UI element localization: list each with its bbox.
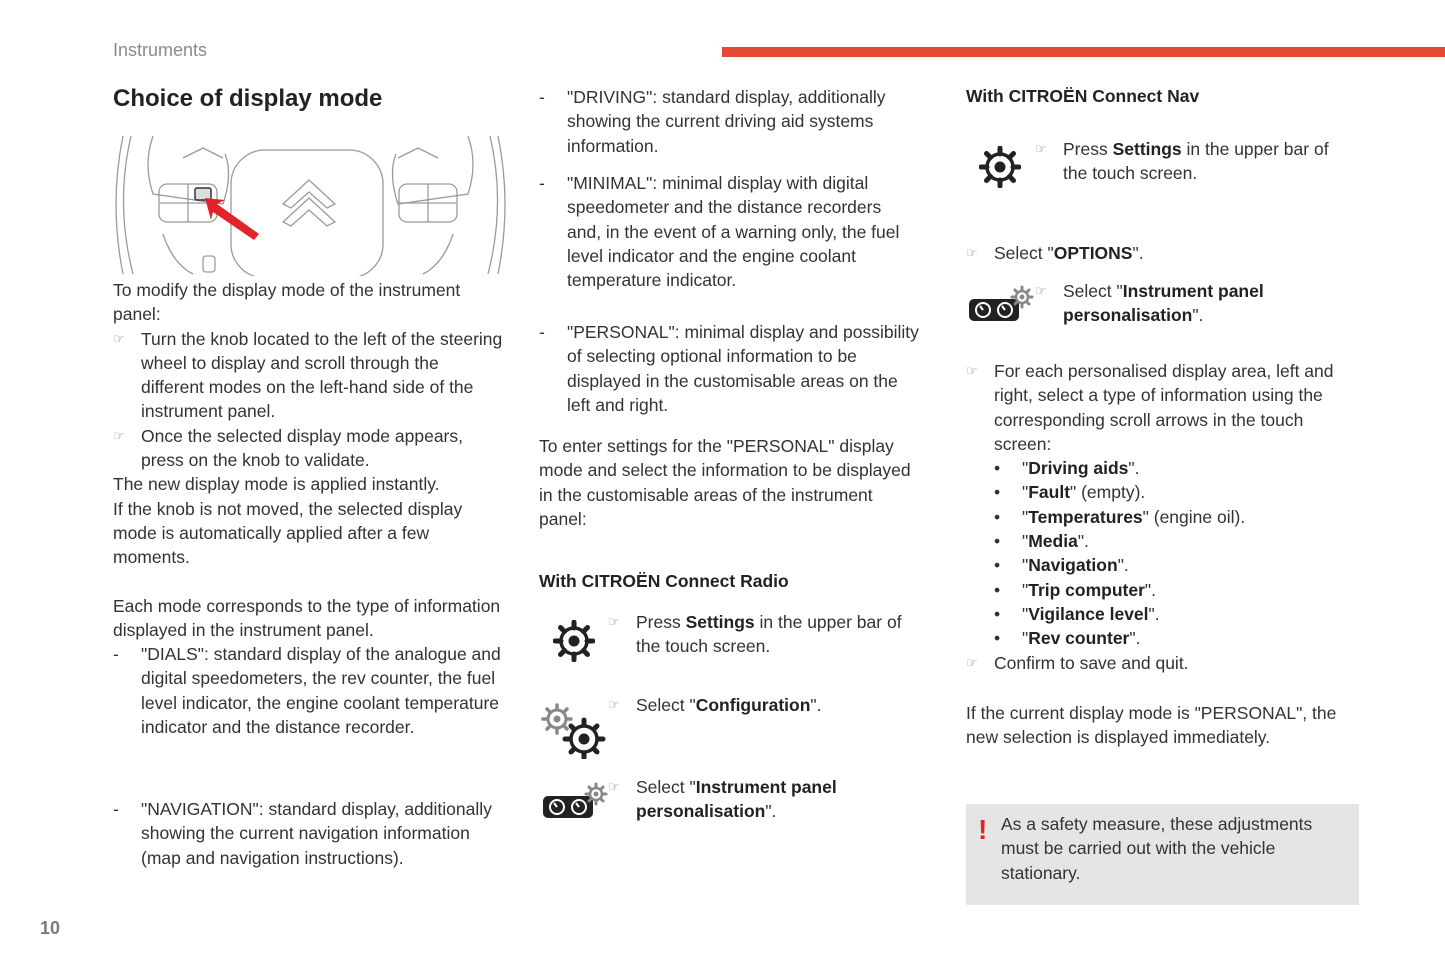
- list-item: • "Navigation".: [994, 555, 1129, 576]
- auto-apply-text: If the knob is not moved, the selected display mode is automatically applied after a few moments.: [113, 498, 463, 568]
- hand-pointer-icon: ☞: [608, 614, 620, 629]
- hand-pointer-icon: ☞: [113, 330, 125, 346]
- for-each-step: [966, 359, 1361, 456]
- hand-pointer-icon: ☞: [966, 363, 978, 378]
- col3-list-block: [966, 359, 1361, 675]
- configuration-gears-icon: [541, 703, 607, 759]
- mode-navigation-text: "NAVIGATION": standard display, additionally showing the current navigation information (map and navigation instructions).: [141, 799, 492, 868]
- radio-heading: With CITROËN Connect Radio: [539, 571, 789, 591]
- nav-step-settings: ☞ Press Settings in the upper bar of the touch screen.: [1035, 139, 1329, 184]
- page-number: 10: [40, 918, 61, 938]
- mode-personal: - "PERSONAL": minimal display and possibility of selecting optional information to be displayed in the customisable areas on the left and right.: [539, 322, 919, 415]
- page-title: Choice of display mode: [113, 85, 383, 112]
- step-turn-knob-text: Turn the knob located to the left of the steering wheel to display and scroll through the different modes on the left-hand side of the instrument panel.: [141, 328, 503, 422]
- list-item: • "Temperatures" (engine oil).: [994, 506, 1246, 527]
- warning-icon: !: [978, 814, 988, 845]
- hand-pointer-icon: ☞: [113, 427, 125, 443]
- mode-dials: - "DIALS": standard display of the analogue and digital speedometers, the rev counter, the fuel level indicator, the engine coolant temperature indicator and the distance recorder.: [113, 644, 501, 738]
- instrument-panel-icon: [967, 285, 1035, 323]
- hand-pointer-icon: ☞: [1035, 141, 1047, 156]
- if-personal-text: If the current display mode is "PERSONAL", the new selection is displayed immediately.: [966, 703, 1337, 748]
- instrument-panel-label: Instrument panel personalisation: [1063, 281, 1264, 326]
- list-item: • "Driving aids".: [994, 458, 1140, 479]
- confirm-text: Confirm to save and quit.: [994, 652, 1189, 673]
- applied-text: The new display mode is applied instantly.: [113, 474, 440, 495]
- list-item: • "Fault" (empty).: [994, 482, 1146, 503]
- step-press-knob: [113, 424, 503, 473]
- modes-intro-text: Each mode corresponds to the type of information displayed in the instrument panel.: [113, 595, 501, 640]
- col1-text: [113, 278, 503, 739]
- list-item: • "Media".: [994, 531, 1089, 552]
- step-turn-knob: [113, 327, 503, 424]
- mode-minimal: - "MINIMAL": minimal display with digital speedometer and the distance recorders and, in the event of a warning only, the fuel level indicator and the engine coolant temperature indicator.: [539, 173, 900, 291]
- instrument-panel-label: Instrument panel personalisation: [636, 777, 837, 822]
- step-press-knob-text: Once the selected display mode appears, press on the knob to validate.: [141, 425, 463, 471]
- list-item: • "Trip computer".: [994, 579, 1156, 600]
- section-label: Instruments: [113, 40, 208, 60]
- list-item: • "Vigilance level".: [994, 603, 1160, 624]
- settings-gear-icon: [553, 620, 595, 662]
- hand-pointer-icon: ☞: [966, 245, 978, 260]
- mode-navigation: - "NAVIGATION": standard display, additionally showing the current navigation information (map and navigation instructions).: [113, 799, 492, 868]
- list-item: • "Rev counter".: [994, 628, 1141, 649]
- mode-minimal-text: "MINIMAL": minimal display with digital speedometer and the distance recorders and, in the event of a warning only, the fuel level indicator and the engine coolant temperature indicator.: [567, 173, 900, 291]
- mode-driving: - "DRIVING": standard display, additionally showing the current driving aid systems information.: [539, 87, 886, 156]
- safety-note: [966, 804, 1359, 905]
- hand-pointer-icon: ☞: [608, 697, 620, 712]
- nav-heading: With CITROËN Connect Nav: [966, 86, 1200, 106]
- header-accent-bar: [722, 47, 1445, 57]
- enter-settings-text: To enter settings for the "PERSONAL" display mode and select the information to be displayed in the customisable areas of the instrument panel:: [539, 436, 911, 529]
- nav-step-options: ☞ Select "OPTIONS".: [966, 241, 1356, 265]
- mode-personal-text: "PERSONAL": minimal display and possibility of selecting optional information to be displayed in the customisable areas on the left and right.: [567, 322, 919, 415]
- radio-step-configuration: ☞ Select "Configuration".: [608, 693, 908, 717]
- intro-text: To modify the display mode of the instrument panel:: [113, 280, 461, 325]
- safety-text: As a safety measure, these adjustments must be carried out with the vehicle stationary.: [1001, 814, 1313, 883]
- hand-pointer-icon: ☞: [966, 654, 978, 670]
- radio-step-instrument-panel: ☞ Select "Instrument panel personalisation".: [608, 777, 837, 822]
- instrument-panel-icon: [541, 782, 609, 820]
- hand-pointer-icon: ☞: [1035, 283, 1047, 298]
- steering-wheel-illustration: [113, 134, 508, 276]
- configuration-label: Configuration: [695, 695, 811, 715]
- settings-label: Settings: [685, 612, 755, 632]
- mode-driving-text: "DRIVING": standard display, additionally showing the current driving aid systems information.: [567, 87, 886, 156]
- info-type-list: [966, 456, 1361, 650]
- for-each-text: For each personalised display area, left and right, select a type of information using the corresponding scroll arrows in the touch screen:: [994, 361, 1334, 454]
- options-label: OPTIONS: [1053, 243, 1133, 263]
- nav-step-instrument-panel: ☞ Select "Instrument panel personalisation".: [1035, 281, 1264, 326]
- settings-label: Settings: [1112, 139, 1182, 159]
- settings-gear-icon: [979, 146, 1021, 188]
- hand-pointer-icon: ☞: [608, 779, 620, 794]
- radio-step-settings: ☞ Press Settings in the upper bar of the touch screen.: [608, 612, 902, 657]
- confirm-step: [966, 651, 1361, 675]
- mode-dials-text: "DIALS": standard display of the analogue and digital speedometers, the rev counter, the fuel level indicator, the engine coolant temperature indicator and the distance recorder.: [141, 644, 501, 738]
